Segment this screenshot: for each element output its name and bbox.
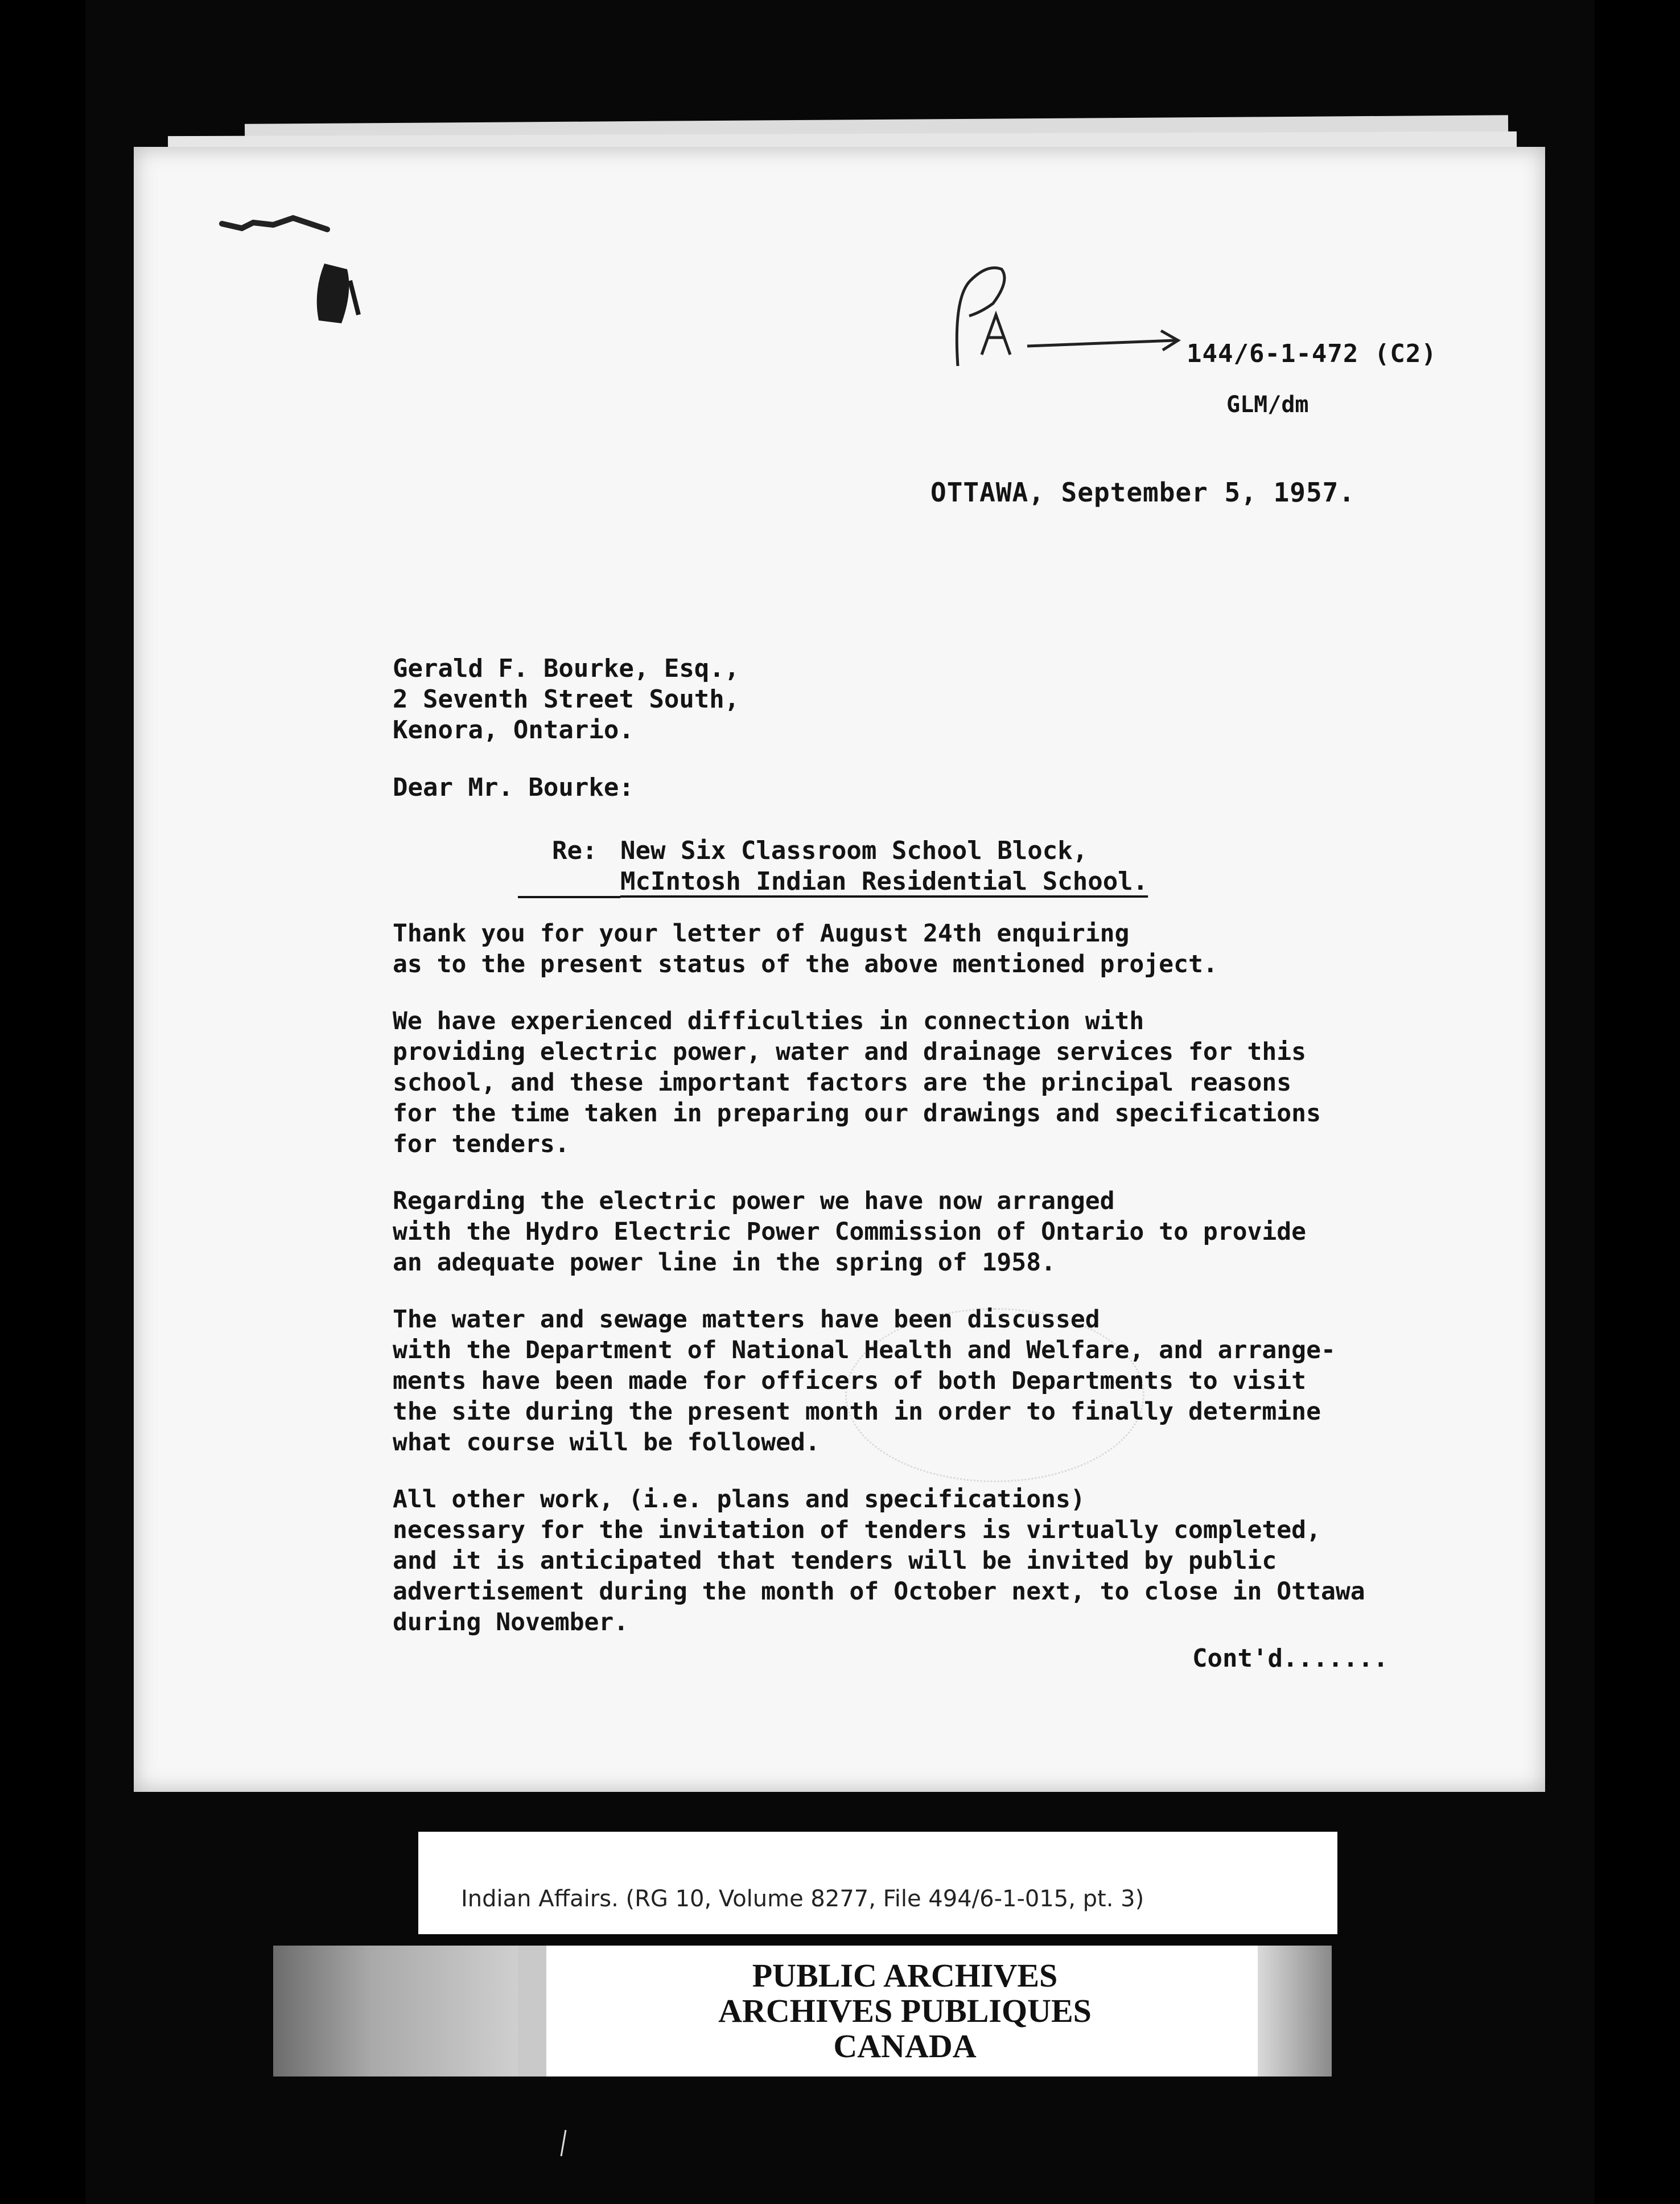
body-paragraph: The water and sewage matters have been discussed with the Department of National Health and Welfare, and arrange- ments have been made for officers of both Departments to visit the site during the present month in order to finally determine what course will be followed. xyxy=(393,1305,1336,1457)
film-frame-right xyxy=(1595,0,1680,2204)
body-paragraph: Thank you for your letter of August 24th enquiring as to the present status of the above mentioned project. xyxy=(393,919,1218,978)
date-line: OTTAWA, September 5, 1957. xyxy=(930,477,1356,508)
body-paragraph: All other work, (i.e. plans and specifications) necessary for the invitation of tenders is virtually completed, and it is anticipated that tenders will be invited by public advertisement during the month of October next, to close in Ottawa during November. xyxy=(393,1485,1365,1636)
archive-label-line: PUBLIC ARCHIVES xyxy=(752,1957,1058,1994)
clip-mark xyxy=(307,258,364,332)
ink-mark xyxy=(219,212,333,241)
body-paragraph: Regarding the electric power we have now arranged with the Hydro Electric Power Commission of Ontario to provide an adequate power line in the spring of 1958. xyxy=(393,1187,1307,1277)
subject-label: Re: xyxy=(552,836,598,865)
salutation: Dear Mr. Bourke: xyxy=(393,773,634,802)
subject-line: New Six Classroom School Block, xyxy=(620,836,1088,865)
address-line: 2 Seventh Street South, xyxy=(393,685,740,714)
archive-caption-card xyxy=(418,1832,1337,1934)
archive-label-strip xyxy=(273,1946,1332,2076)
archive-caption: Indian Affairs. (RG 10, Volume 8277, File 494/6-1-015, pt. 3) xyxy=(461,1886,1144,1912)
strip-shadow xyxy=(273,1946,518,2076)
archive-label-line: ARCHIVES PUBLIQUES xyxy=(718,1992,1092,2029)
typist-initials: GLM/dm xyxy=(1226,392,1309,418)
recipient-address xyxy=(393,653,739,746)
film-mark xyxy=(558,2129,569,2157)
letter-body xyxy=(393,918,1502,1664)
film-frame-left xyxy=(0,0,85,2204)
body-paragraph: We have experienced difficulties in connection with providing electric power, water and drainage services for this school, and these important factors are the principal reasons for the time taken in preparing our drawings and specifications for tenders. xyxy=(393,1007,1321,1158)
subject-block xyxy=(552,836,1148,897)
address-line: Kenora, Ontario. xyxy=(393,716,634,745)
subject-line: McIntosh Indian Residential School. xyxy=(620,867,1148,896)
letter-page xyxy=(134,147,1545,1792)
archive-label-line: CANADA xyxy=(833,2028,977,2065)
continued-marker: Cont'd....... xyxy=(1192,1644,1389,1673)
subject-underline xyxy=(518,896,620,898)
faint-stamp xyxy=(845,1308,1144,1482)
file-reference-number: 144/6-1-472 (C2) xyxy=(1187,339,1437,368)
strip-shadow xyxy=(1258,1946,1332,2076)
archive-label xyxy=(546,1946,1263,2076)
address-line: Gerald F. Bourke, Esq., xyxy=(393,654,740,683)
